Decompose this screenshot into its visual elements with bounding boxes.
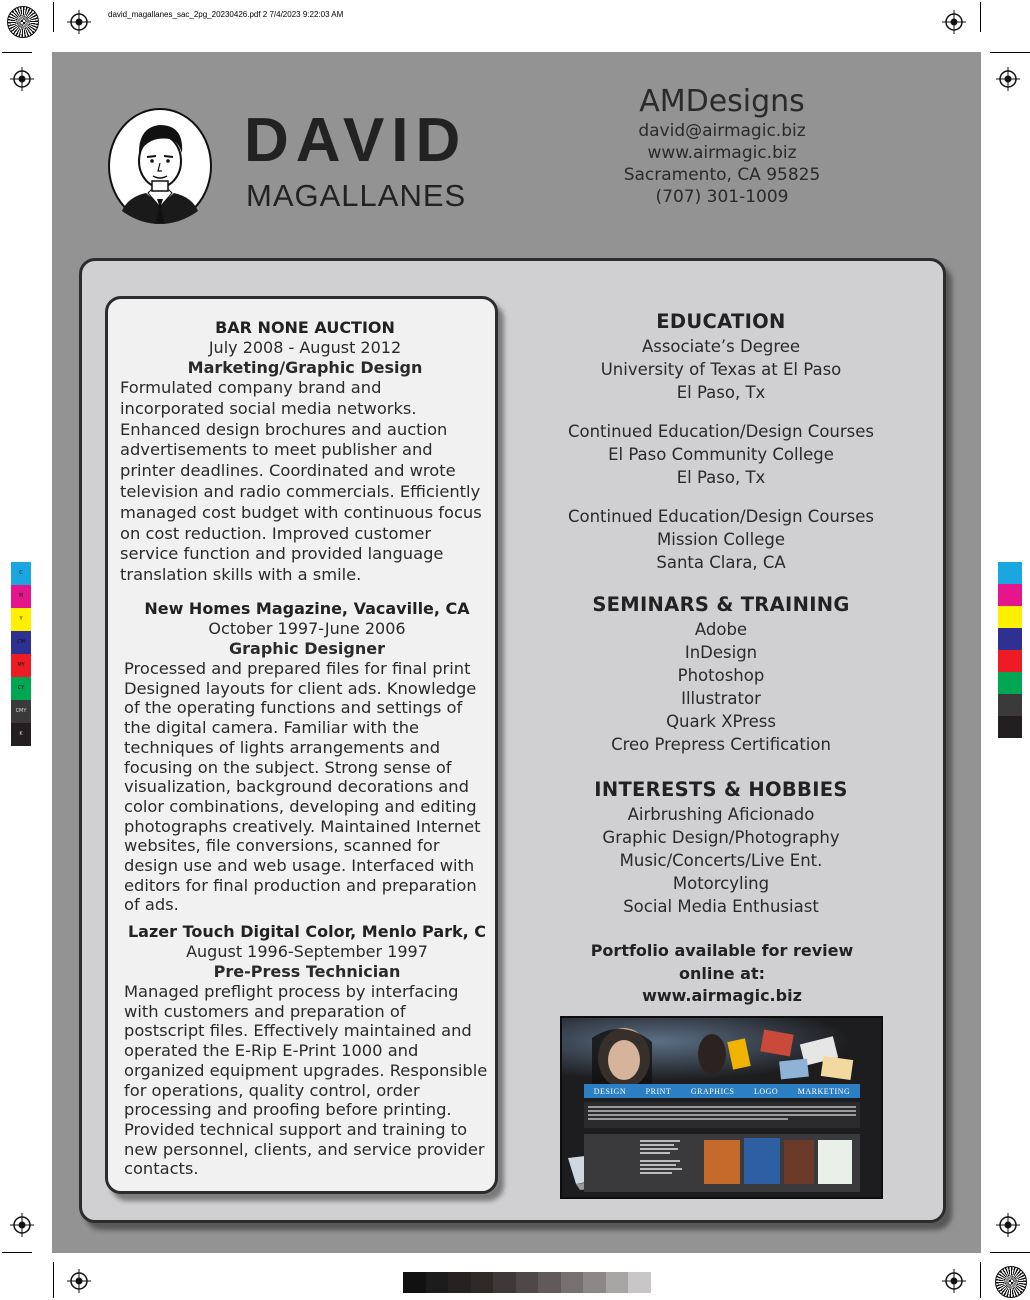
job-description: Formulated company brand and incorporated social media networks. Enhanced design brochures and auction advertisements to meet publisher and printer deadlines. Coordinated and wrote television and radio commercials. Efficiently managed cost budget with continuous focus on cost reduction. Improved customer service function and provided language translation skills with a smile. — [120, 378, 482, 585]
color-swatch-label: Y — [19, 616, 23, 622]
color-bar-left — [11, 562, 31, 746]
job-dates: July 2008 - August 2012 — [208, 338, 402, 357]
registration-mark-icon — [67, 1269, 91, 1293]
color-swatch — [998, 606, 1022, 628]
interest-item: Motorcyling — [672, 874, 770, 893]
registration-mark-icon — [996, 67, 1020, 91]
job-company: Lazer Touch Digital Color, Menlo Park, C — [127, 922, 487, 941]
color-swatch — [11, 700, 31, 723]
color-swatch — [998, 584, 1022, 606]
registration-mark-icon — [67, 10, 91, 34]
color-swatch-label: K — [19, 731, 23, 737]
color-swatch — [998, 716, 1022, 738]
tone-swatch — [403, 1272, 426, 1293]
color-swatch — [998, 562, 1022, 584]
portfolio-line: online at: — [678, 963, 765, 983]
seminar-item: Adobe — [694, 620, 748, 639]
portfolio-line: Portfolio available for review — [590, 941, 854, 960]
starburst-mark-bottom-right — [995, 1266, 1027, 1298]
degree: Continued Education/Design Courses — [567, 422, 875, 441]
degree: Continued Education/Design Courses — [567, 507, 875, 526]
color-swatch — [11, 631, 31, 654]
email-link[interactable]: david@airmagic.biz — [638, 121, 806, 141]
registration-mark-icon — [996, 1213, 1020, 1237]
tone-swatch — [426, 1272, 449, 1293]
trim-mark — [980, 2, 981, 32]
interest-item: Social Media Enthusiast — [623, 897, 819, 916]
interest-item: Airbrushing Aficionado — [627, 805, 815, 824]
seminar-item: InDesign — [684, 643, 758, 662]
interests-section — [540, 777, 902, 918]
color-swatch-label: M — [18, 593, 24, 599]
trim-mark — [990, 1252, 1030, 1253]
job-dates: October 1997-June 2006 — [208, 619, 406, 638]
tone-swatch — [583, 1272, 606, 1293]
first-name: DAVID — [244, 106, 468, 175]
trim-mark — [990, 52, 1030, 53]
interest-item: Music/Concerts/Live Ent. — [619, 851, 823, 870]
trim-mark — [2, 52, 32, 53]
interests-heading: INTERESTS & HOBBIES — [594, 778, 848, 801]
school-location: Santa Clara, CA — [656, 553, 786, 572]
color-swatch — [998, 628, 1022, 650]
color-swatch — [998, 650, 1022, 672]
seminars-heading: SEMINARS & TRAINING — [592, 593, 850, 616]
ad-nav-item: DESIGN — [593, 1086, 627, 1096]
tone-swatch — [493, 1272, 516, 1293]
color-swatch — [11, 562, 31, 585]
job-entry — [124, 922, 490, 1179]
tone-swatch — [448, 1272, 471, 1293]
trim-mark — [980, 1262, 981, 1298]
color-swatch — [11, 723, 31, 746]
color-swatch — [11, 585, 31, 608]
job-entry — [120, 318, 490, 586]
job-dates: August 1996-September 1997 — [186, 942, 428, 961]
seminar-item: Creo Prepress Certification — [611, 735, 831, 754]
trim-mark — [53, 2, 54, 32]
tone-swatch — [471, 1272, 494, 1293]
registration-mark-icon — [10, 67, 34, 91]
experience-card — [105, 296, 498, 1194]
contact-block — [600, 84, 844, 208]
job-role: Pre-Press Technician — [213, 962, 401, 981]
color-swatch — [998, 694, 1022, 716]
color-bar-right — [998, 562, 1022, 738]
color-swatch — [11, 677, 31, 700]
tone-swatch — [606, 1272, 629, 1293]
school: University of Texas at El Paso — [600, 360, 842, 379]
job-role: Marketing/Graphic Design — [187, 358, 423, 377]
tone-swatch — [516, 1272, 539, 1293]
color-swatch-label: CM — [17, 639, 25, 645]
phone-number: (707) 301-1009 — [655, 187, 789, 207]
seminars-section — [540, 592, 902, 756]
brand-name: AMDesigns — [639, 84, 805, 119]
education-section — [540, 309, 902, 574]
color-swatch-label: CMY — [15, 708, 27, 714]
print-slug: david_magallanes_sac_2pg_20230426.pdf 2 7/4/2023 9:22:03 AM — [108, 10, 344, 19]
interest-item: Graphic Design/Photography — [602, 828, 840, 847]
portrait-avatar — [108, 107, 212, 225]
color-swatch-label: CY — [17, 685, 25, 691]
starburst-mark-top-left — [7, 6, 39, 38]
tone-bar — [403, 1272, 651, 1293]
color-swatch-label: C — [19, 570, 23, 576]
job-description: Processed and prepared files for final print Designed layouts for client ads. Knowledge of the operating functions and settings of the digital camera. Familiar with the techniques of lights arrangements and focusing on the subject. Strong sense of visualization, background decorations and color combinations, developing and editing photographs creatively. Maintained Internet websites, file conversions, scanned for design use and web usage. Interfaced with editors for final production and preparation of ads. — [124, 659, 481, 915]
school-location: El Paso, Tx — [676, 468, 766, 487]
tone-swatch — [628, 1272, 651, 1293]
ad-nav-bar — [584, 1084, 860, 1098]
portfolio-note — [560, 940, 884, 1008]
color-swatch — [11, 654, 31, 677]
last-name: MAGALLANES — [246, 178, 467, 213]
trim-mark — [53, 1262, 54, 1298]
ad-nav-item: LOGO — [753, 1086, 779, 1096]
registration-mark-icon — [942, 10, 966, 34]
ad-samples-panel — [584, 1134, 860, 1192]
ad-nav-item: PRINT — [645, 1086, 672, 1096]
seminar-item: Photoshop — [677, 666, 765, 685]
location: Sacramento, CA 95825 — [623, 165, 821, 185]
color-swatch-label: MY — [17, 662, 25, 668]
school: El Paso Community College — [608, 445, 834, 464]
tone-swatch — [561, 1272, 584, 1293]
tone-swatch — [538, 1272, 561, 1293]
registration-mark-icon — [942, 1269, 966, 1293]
school: Mission College — [657, 530, 785, 549]
job-description: Managed preflight process by interfacing with customers and preparation of postscript files. Effectively maintained and operated the E-Rip E-Print 1000 and organized equipment upgrades. Responsible for operations, quality control, order processing and proofing before printing. Provided technical support and training to new personnel, clients, and service provider contacts. — [124, 982, 488, 1179]
school-location: El Paso, Tx — [676, 383, 766, 402]
education-heading: EDUCATION — [656, 310, 786, 333]
job-company: BAR NONE AUCTION — [215, 318, 395, 337]
portfolio-thumbnail-image[interactable] — [560, 1016, 883, 1199]
ad-nav-item: GRAPHICS — [690, 1086, 735, 1096]
ad-nav-item: MARKETING — [797, 1086, 851, 1096]
color-swatch — [998, 672, 1022, 694]
website-link[interactable]: www.airmagic.biz — [647, 143, 797, 163]
trim-mark — [2, 1252, 32, 1253]
registration-mark-icon — [10, 1213, 34, 1237]
job-role: Graphic Designer — [229, 639, 385, 658]
job-entry — [124, 599, 490, 915]
portfolio-url-link[interactable]: www.airmagic.biz — [642, 986, 802, 1005]
seminar-item: Illustrator — [681, 689, 761, 708]
degree: Associate’s Degree — [641, 337, 801, 356]
color-swatch — [11, 608, 31, 631]
seminar-item: Quark XPress — [666, 712, 776, 731]
job-company: New Homes Magazine, Vacaville, CA — [144, 599, 470, 618]
